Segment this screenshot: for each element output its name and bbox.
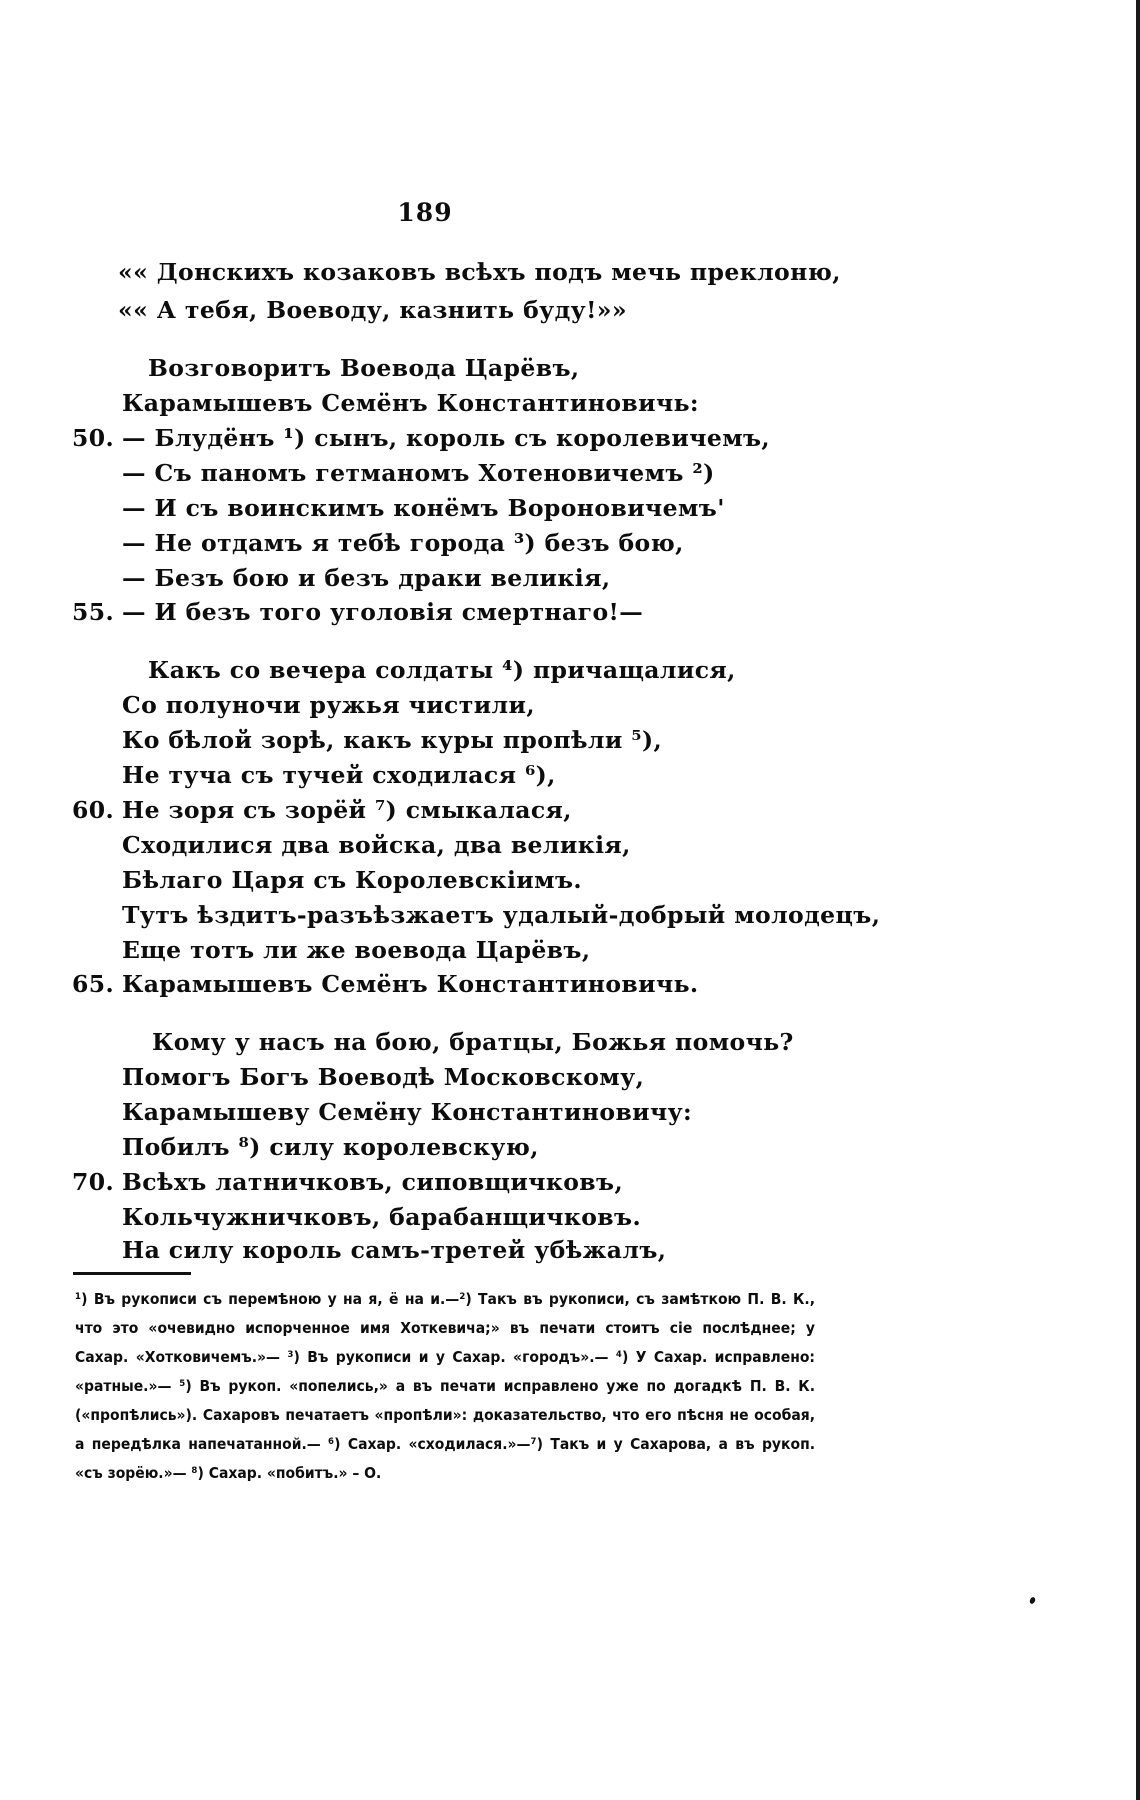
line-text: — И съ воинскимъ конёмъ Вороновичемъ' — [122, 494, 725, 522]
line-text: Какъ со вечера солдаты ⁴) причащалися, — [148, 656, 736, 684]
line-text: Сходилися два войска, два великія, — [122, 831, 631, 859]
line-text: Не туча съ тучей сходилася ⁶), — [122, 761, 556, 789]
line-text: На силу король самъ-третей убѣжалъ, — [122, 1236, 667, 1264]
line-text: Не зоря съ зорёй ⁷) смыкалася, — [122, 796, 572, 824]
line-text: Еще тотъ ли же воевода Царёвъ, — [122, 936, 591, 964]
ink-speck — [1029, 1596, 1036, 1604]
line-text: Всѣхъ латничковъ, сиповщичковъ, — [122, 1168, 624, 1196]
line-text: Кольчужничковъ, барабанщичковъ. — [122, 1203, 642, 1231]
line-text: — Съ паномъ гетманомъ Хотеновичемъ ²) — [122, 459, 715, 487]
line-text: «« Донскихъ козаковъ всѣхъ подъ мечь преклоню, — [118, 258, 841, 286]
line-text: — И безъ того уголовія смертнаго!— — [122, 598, 644, 626]
line-text: — Не отдамъ я тебѣ города ³) безъ бою, — [122, 529, 684, 557]
line-text: — Блудёнъ ¹) сынъ, король съ королевичемъ, — [122, 424, 771, 452]
line-text: Карамышевъ Семёнъ Константиновичь: — [122, 389, 700, 417]
line-text: Ко бѣлой зорѣ, какъ куры пропѣли ⁵), — [122, 726, 663, 754]
line-number: 60. — [72, 796, 115, 824]
line-text: Кому у насъ на бою, братцы, Божья помочь? — [152, 1028, 794, 1056]
line-text: — Безъ бою и безъ драки великія, — [122, 564, 611, 592]
line-text: «« А тебя, Воеводу, казнить буду!»» — [118, 296, 627, 324]
line-text: Карамышевъ Семёнъ Константиновичь. — [122, 970, 699, 998]
footnote-rule — [73, 1272, 191, 1275]
footnote-text: ¹) Въ рукописи съ перемѣною у на я, ё на и.—²) Такъ въ рукописи, съ замѣткою П. В. К., что это «очевидно испорченное имя Хоткевича;» въ печати стоитъ сіе послѣднее; у Сахар. «Хотковичемъ.»— ³) Въ рукописи и у Сахар. «городъ».— ⁴) У Сахар. исправлено: «ратные.»— ⁵) Въ рукоп. «попелись,» а въ печати исправлено уже по догадкѣ П. В. К. («пропѣлись»). Сахаровъ печатаетъ «пропѣли»: доказательство, что его пѣсня не особая, а передѣлка напечатанной.— ⁶) Сахар. «сходилася.»—⁷) Такъ и у Сахарова, а въ рукоп. «съ зорёю.»— ⁸) Сахар. «побитъ.» – О. — [75, 1290, 815, 1482]
page-edge — [1136, 0, 1140, 1800]
line-text: Помогъ Богъ Воеводѣ Московскому, — [122, 1063, 645, 1091]
line-number: 55. — [72, 598, 115, 626]
line-text: Тутъ ѣздитъ-разъѣзжаетъ удалый-добрый молодецъ, — [122, 901, 881, 929]
line-text: Со полуночи ружья чистили, — [122, 691, 535, 719]
footnotes — [75, 1285, 815, 1488]
page-number: 189 — [397, 198, 453, 227]
line-text: Возговоритъ Воевода Царёвъ, — [148, 354, 580, 382]
line-text: Бѣлаго Царя съ Королевскіимъ. — [122, 866, 582, 894]
line-number: 50. — [72, 424, 115, 452]
line-text: Карамышеву Семёну Константиновичу: — [122, 1098, 693, 1126]
line-number: 65. — [72, 970, 115, 998]
line-number: 70. — [72, 1168, 115, 1196]
line-text: Побилъ ⁸) силу королевскую, — [122, 1133, 539, 1161]
